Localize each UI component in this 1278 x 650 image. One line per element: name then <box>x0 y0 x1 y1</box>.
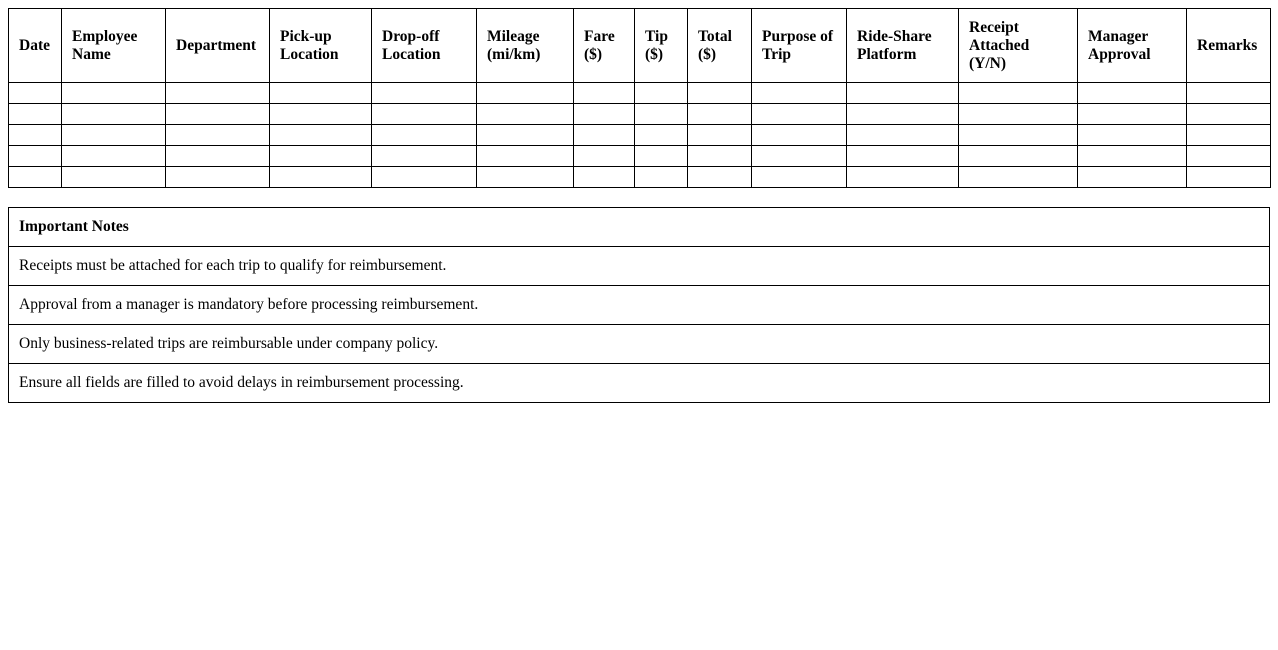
table-cell[interactable] <box>959 146 1078 167</box>
table-cell[interactable] <box>62 104 166 125</box>
table-cell[interactable] <box>1078 83 1187 104</box>
column-header-date: Date <box>9 9 62 83</box>
table-cell[interactable] <box>1078 167 1187 188</box>
table-cell[interactable] <box>635 146 688 167</box>
table-cell[interactable] <box>574 125 635 146</box>
table-cell[interactable] <box>270 167 372 188</box>
table-cell[interactable] <box>688 83 752 104</box>
table-cell[interactable] <box>1187 125 1271 146</box>
table-cell[interactable] <box>959 83 1078 104</box>
table-cell[interactable] <box>574 83 635 104</box>
note-row <box>9 364 1270 403</box>
table-cell[interactable] <box>372 125 477 146</box>
trip-log-header <box>9 9 1271 83</box>
note-row <box>9 325 1270 364</box>
column-header-receipt-attached: Receipt Attached (Y/N) <box>959 9 1078 83</box>
important-notes-table <box>8 207 1270 403</box>
table-cell[interactable] <box>62 83 166 104</box>
table-cell[interactable] <box>62 167 166 188</box>
header-row <box>9 9 1271 83</box>
note-item: Only business-related trips are reimbursable under company policy. <box>9 325 1270 364</box>
column-header-platform: Ride-Share Platform <box>847 9 959 83</box>
table-cell[interactable] <box>847 167 959 188</box>
table-cell[interactable] <box>166 146 270 167</box>
table-row <box>9 125 1271 146</box>
table-cell[interactable] <box>752 125 847 146</box>
table-cell[interactable] <box>959 104 1078 125</box>
notes-header-row <box>9 208 1270 247</box>
table-row <box>9 104 1271 125</box>
table-cell[interactable] <box>62 146 166 167</box>
trip-log-body <box>9 83 1271 188</box>
note-row <box>9 286 1270 325</box>
table-cell[interactable] <box>1187 104 1271 125</box>
table-cell[interactable] <box>574 104 635 125</box>
column-header-manager-approval: Manager Approval <box>1078 9 1187 83</box>
table-cell[interactable] <box>1078 125 1187 146</box>
column-header-remarks: Remarks <box>1187 9 1271 83</box>
table-cell[interactable] <box>477 167 574 188</box>
table-cell[interactable] <box>270 104 372 125</box>
table-cell[interactable] <box>847 146 959 167</box>
table-cell[interactable] <box>477 125 574 146</box>
table-cell[interactable] <box>1078 146 1187 167</box>
table-cell[interactable] <box>477 104 574 125</box>
table-cell[interactable] <box>1187 146 1271 167</box>
table-cell[interactable] <box>270 125 372 146</box>
table-cell[interactable] <box>959 125 1078 146</box>
table-row <box>9 167 1271 188</box>
table-cell[interactable] <box>166 83 270 104</box>
table-cell[interactable] <box>688 104 752 125</box>
table-cell[interactable] <box>477 146 574 167</box>
column-header-total: Total ($) <box>688 9 752 83</box>
table-cell[interactable] <box>1187 167 1271 188</box>
table-cell[interactable] <box>166 167 270 188</box>
table-cell[interactable] <box>9 125 62 146</box>
table-cell[interactable] <box>752 167 847 188</box>
table-cell[interactable] <box>372 146 477 167</box>
table-cell[interactable] <box>847 125 959 146</box>
table-cell[interactable] <box>752 104 847 125</box>
table-cell[interactable] <box>574 146 635 167</box>
table-cell[interactable] <box>270 83 372 104</box>
table-cell[interactable] <box>270 146 372 167</box>
note-item: Receipts must be attached for each trip to qualify for reimbursement. <box>9 247 1270 286</box>
table-cell[interactable] <box>9 167 62 188</box>
table-cell[interactable] <box>635 167 688 188</box>
notes-title: Important Notes <box>9 208 1270 247</box>
table-cell[interactable] <box>959 167 1078 188</box>
table-cell[interactable] <box>372 104 477 125</box>
column-header-mileage: Mileage (mi/km) <box>477 9 574 83</box>
table-cell[interactable] <box>847 104 959 125</box>
table-cell[interactable] <box>635 104 688 125</box>
note-item: Approval from a manager is mandatory before processing reimbursement. <box>9 286 1270 325</box>
table-cell[interactable] <box>9 83 62 104</box>
table-cell[interactable] <box>635 83 688 104</box>
table-cell[interactable] <box>688 125 752 146</box>
table-cell[interactable] <box>1078 104 1187 125</box>
column-header-dropoff-location: Drop-off Location <box>372 9 477 83</box>
column-header-pickup-location: Pick-up Location <box>270 9 372 83</box>
note-row <box>9 247 1270 286</box>
table-cell[interactable] <box>477 83 574 104</box>
table-cell[interactable] <box>9 104 62 125</box>
table-cell[interactable] <box>752 146 847 167</box>
table-cell[interactable] <box>9 146 62 167</box>
column-header-fare: Fare ($) <box>574 9 635 83</box>
table-cell[interactable] <box>847 83 959 104</box>
table-cell[interactable] <box>166 125 270 146</box>
trip-log-table <box>8 8 1271 188</box>
table-row <box>9 83 1271 104</box>
table-row <box>9 146 1271 167</box>
table-cell[interactable] <box>62 125 166 146</box>
table-cell[interactable] <box>688 167 752 188</box>
table-cell[interactable] <box>166 104 270 125</box>
table-cell[interactable] <box>688 146 752 167</box>
column-header-employee-name: Employee Name <box>62 9 166 83</box>
table-cell[interactable] <box>635 125 688 146</box>
table-cell[interactable] <box>574 167 635 188</box>
table-cell[interactable] <box>1187 83 1271 104</box>
column-header-department: Department <box>166 9 270 83</box>
note-item: Ensure all fields are filled to avoid delays in reimbursement processing. <box>9 364 1270 403</box>
column-header-tip: Tip ($) <box>635 9 688 83</box>
table-cell[interactable] <box>372 83 477 104</box>
table-cell[interactable] <box>372 167 477 188</box>
table-cell[interactable] <box>752 83 847 104</box>
column-header-purpose: Purpose of Trip <box>752 9 847 83</box>
